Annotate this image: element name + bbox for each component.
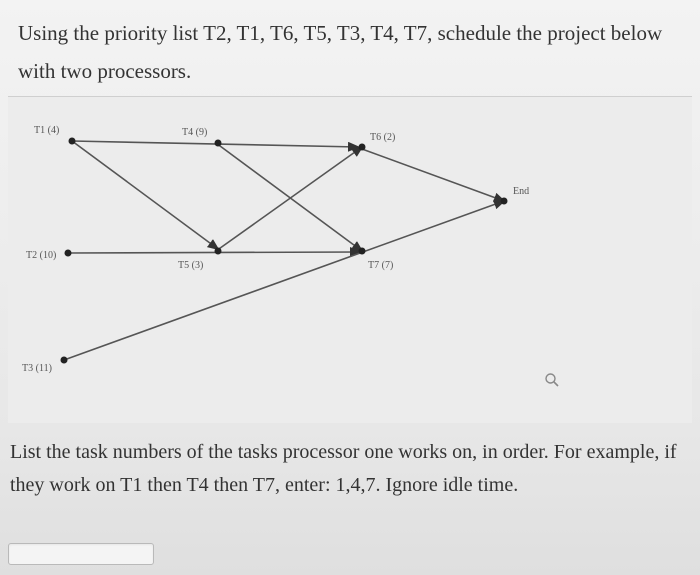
- label-t5: T5 (3): [178, 260, 204, 271]
- answer-input[interactable]: [8, 543, 154, 565]
- label-t4: T4 (9): [182, 127, 208, 138]
- edge-t1-t5: [72, 141, 218, 249]
- node-t5: [215, 248, 222, 255]
- node-t3: [61, 357, 68, 364]
- label-t6: T6 (2): [370, 132, 396, 143]
- label-t3: T3 (11): [22, 363, 52, 374]
- edge-t3-end: [64, 201, 504, 360]
- diagram-svg: [8, 97, 692, 423]
- edge-t2-t7: [68, 252, 360, 253]
- question-text: Using the priority list T2, T1, T6, T5, T3, T4, T7, schedule the project below with two processors.: [18, 21, 663, 83]
- node-t7: [359, 248, 366, 255]
- edge-t6-end: [362, 149, 504, 201]
- label-end: End: [513, 186, 530, 197]
- node-t4: [215, 140, 222, 147]
- node-end: [501, 198, 508, 205]
- node-t2: [65, 250, 72, 257]
- precedence-diagram: [8, 96, 692, 423]
- node-t6: [359, 144, 366, 151]
- search-icon[interactable]: [544, 372, 560, 388]
- label-t1: T1 (4): [34, 125, 60, 136]
- instructions-text: List the task numbers of the tasks processor one works on, in order. For example, if they work on T1 then T4 then T7, enter: 1,4,7. Ignore idle time.: [10, 441, 677, 496]
- label-t2: T2 (10): [26, 250, 57, 261]
- label-t7: T7 (7): [368, 260, 394, 271]
- node-t1: [69, 138, 76, 145]
